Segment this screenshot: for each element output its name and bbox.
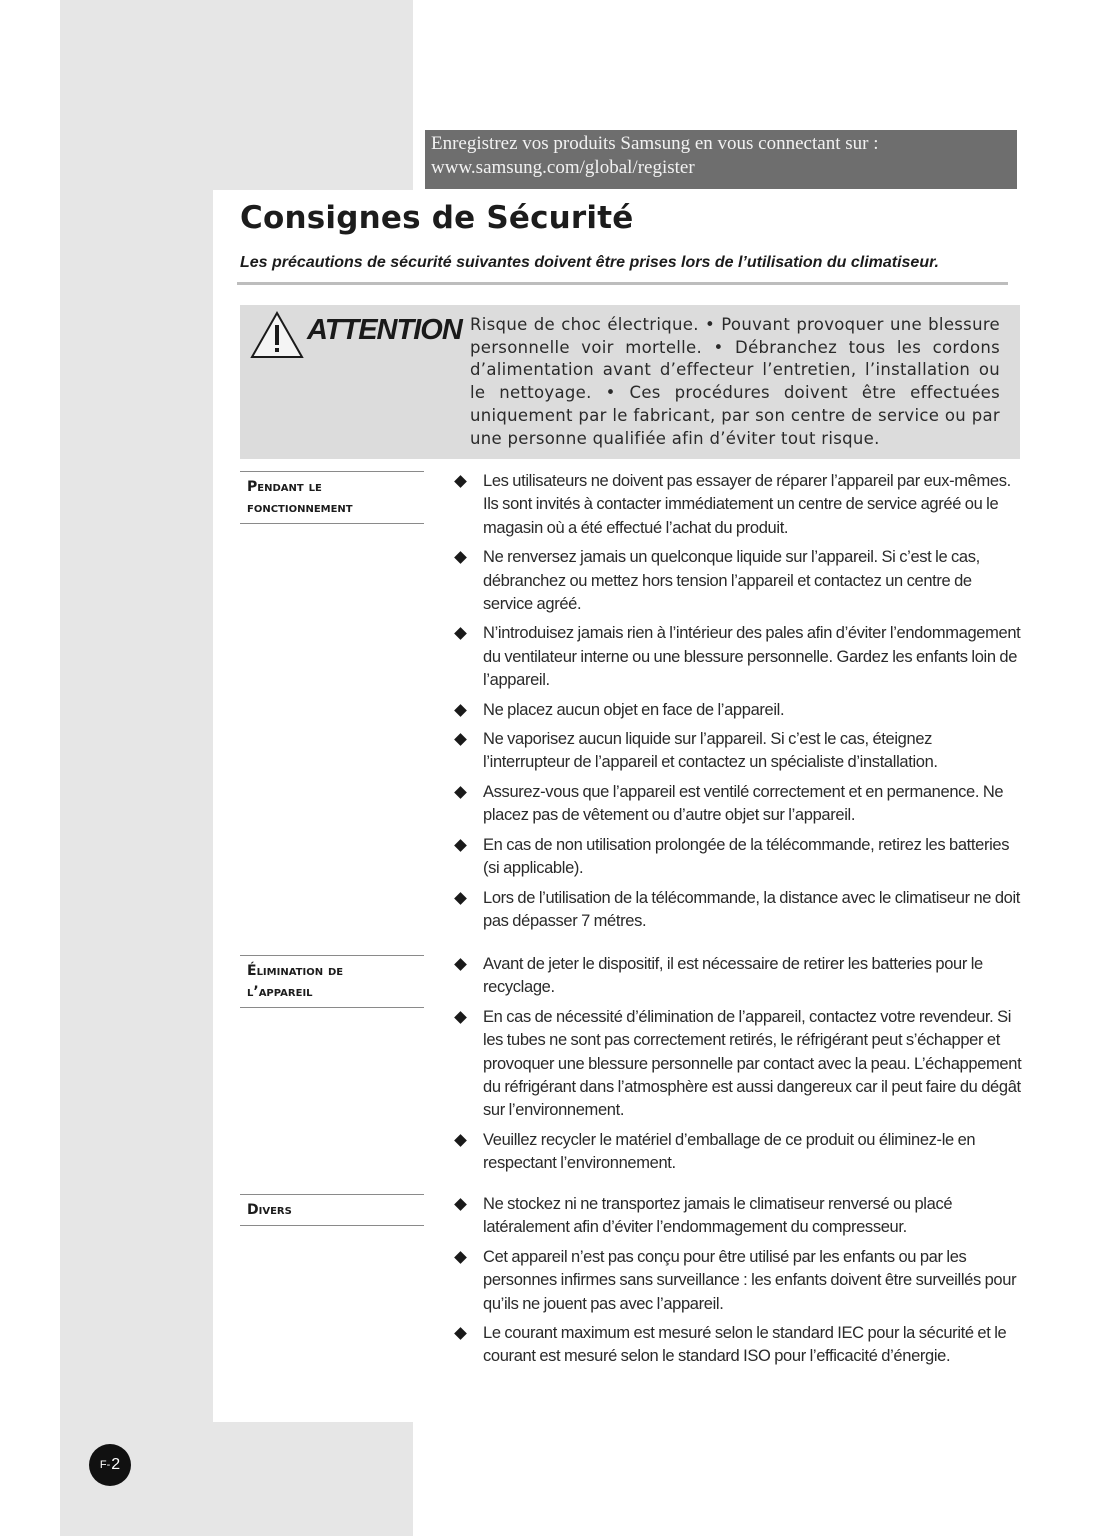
diamond-bullet-icon bbox=[454, 1134, 467, 1147]
list-item: Lors de l’utilisation de la télécommande, la distance avec le climatiseur ne doit pas dépasser 7 métres. bbox=[452, 887, 1022, 934]
list-item: Le courant maximum est mesuré selon le standard IEC pour la sécurité et le courant est mesuré selon le standard ISO pour l’efficacité d’énergie. bbox=[452, 1322, 1022, 1369]
section-label-operation bbox=[240, 471, 424, 524]
section-label-line2: l’appareil bbox=[247, 984, 313, 1000]
diamond-bullet-icon bbox=[454, 551, 467, 564]
title-divider bbox=[237, 282, 1008, 285]
diamond-bullet-icon bbox=[454, 704, 467, 717]
list-item: Ne renversez jamais un quelconque liquide sur l’appareil. Si c’est le cas, débranchez ou mettez hors tension l’appareil et contactez un centre de service agréé. bbox=[452, 546, 1022, 616]
section-label-line2: fonctionnement bbox=[247, 500, 353, 516]
list-item: Ne vaporisez aucun liquide sur l’appareil. Si c’est le cas, éteignez l’interrupteur de l’appareil et contactez un spécialiste d’installation. bbox=[452, 728, 1022, 775]
page-title: Consignes de Sécurité bbox=[240, 200, 634, 236]
list-item: En cas de nécessité d’élimination de l’appareil, contactez votre revendeur. Si les tubes ne sont pas correctement retirés, le réfrigérant peut s’échapper et provoquer une blessure personnelle par contact avec la peau. L’échappement du réfrigérant dans l’atmosphère est aussi dangereux car il peut faire du dégât sur l’environnement. bbox=[452, 1006, 1022, 1123]
list-item: Ne placez aucun objet en face de l’appareil. bbox=[452, 699, 1022, 722]
section-label-line1: Élimination de bbox=[247, 963, 344, 979]
diamond-bullet-icon bbox=[454, 475, 467, 488]
page-number: 2 bbox=[111, 1456, 121, 1473]
attention-label: ATTENTION bbox=[307, 314, 462, 346]
diamond-bullet-icon bbox=[454, 733, 467, 746]
section-label-disposal bbox=[240, 955, 424, 1008]
operation-list bbox=[452, 470, 1022, 939]
diamond-bullet-icon bbox=[454, 1327, 467, 1340]
diamond-bullet-icon bbox=[454, 1011, 467, 1024]
diamond-bullet-icon bbox=[454, 892, 467, 905]
diamond-bullet-icon bbox=[454, 628, 467, 641]
diamond-bullet-icon bbox=[454, 1198, 467, 1211]
section-label-line1: Pendant le bbox=[247, 479, 322, 495]
page-number-prefix: F- bbox=[99, 1459, 111, 1471]
list-item: Assurez-vous que l’appareil est ventilé correctement et en permanence. Ne placez pas de vêtement ou d’autre objet sur l’appareil. bbox=[452, 781, 1022, 828]
list-item: Veuillez recycler le matériel d’emballage de ce produit ou éliminez-le en respectant l’environnement. bbox=[452, 1129, 1022, 1176]
page-subtitle: Les précautions de sécurité suivantes doivent être prises lors de l’utilisation du climatiseur. bbox=[240, 254, 939, 271]
list-item: Avant de jeter le dispositif, il est nécessaire de retirer les batteries pour le recyclage. bbox=[452, 953, 1022, 1000]
attention-box bbox=[240, 305, 1020, 459]
register-banner bbox=[425, 130, 1017, 189]
attention-text: Risque de choc électrique. • Pouvant provoquer une blessure personnelle voir mortelle. • Débranchez tous les cordons d’alimentation avant d’effecteur l’entretien, l’installation ou le nettoyage. • Ces procédures doivent être effectuées uniquement par le fabricant, par son centre de service ou par une personne qualifiée afin d’éviter tout risque. bbox=[470, 315, 1000, 448]
diamond-bullet-icon bbox=[454, 839, 467, 852]
section-label-line1: Divers bbox=[247, 1202, 292, 1218]
list-item: Les utilisateurs ne doivent pas essayer de réparer l’appareil par eux-mêmes. Ils sont invités à contacter immédiatement un centre de service agréé ou le magasin où a été effectué l’achat du produit. bbox=[452, 470, 1022, 540]
page-number-badge bbox=[89, 1444, 131, 1486]
warning-triangle-icon bbox=[249, 310, 305, 360]
diamond-bullet-icon bbox=[454, 786, 467, 799]
list-item: Ne stockez ni ne transportez jamais le climatiseur renversé ou placé latéralement afin d’éviter l’endommagement du compresseur. bbox=[452, 1193, 1022, 1240]
diamond-bullet-icon bbox=[454, 1251, 467, 1264]
disposal-list bbox=[452, 953, 1022, 1182]
list-item: N’introduisez jamais rien à l’intérieur des pales afin d’éviter l’endommagement du ventilateur interne ou une blessure personnelle. Gardez les enfants loin de l’appareil. bbox=[452, 622, 1022, 692]
section-label-misc bbox=[240, 1194, 424, 1226]
diamond-bullet-icon bbox=[454, 958, 467, 971]
list-item: En cas de non utilisation prolongée de la télécommande, retirez les batteries (si applicable). bbox=[452, 834, 1022, 881]
register-banner-line1: Enregistrez vos produits Samsung en vous connectant sur : bbox=[431, 133, 879, 154]
list-item: Cet appareil n’est pas conçu pour être utilisé par les enfants ou par les personnes infirmes sans surveillance : les enfants doivent être surveillés pour qu’ils ne jouent pas avec l’appareil. bbox=[452, 1246, 1022, 1316]
misc-list bbox=[452, 1193, 1022, 1375]
register-banner-url: www.samsung.com/global/register bbox=[431, 157, 695, 178]
